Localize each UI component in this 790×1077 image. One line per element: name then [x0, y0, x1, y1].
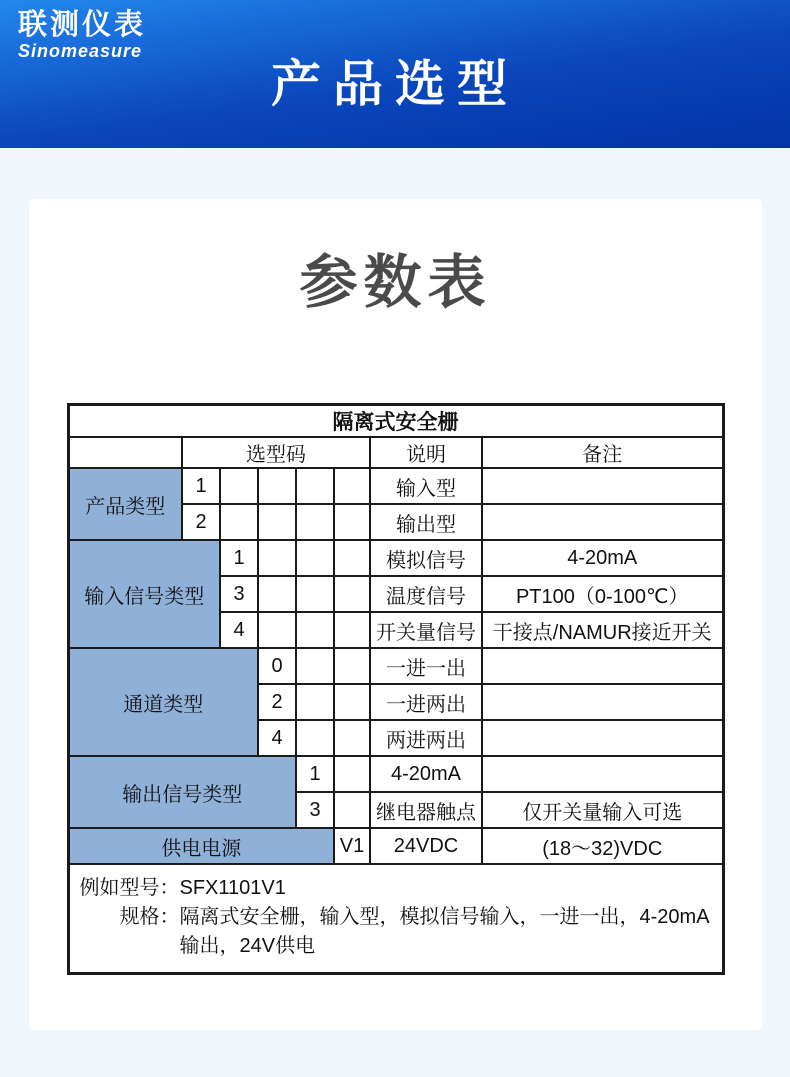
- category-cell-channel-type: 通道类型: [68, 648, 258, 756]
- empty-code-cell: [334, 756, 370, 792]
- table-header-row: [68, 437, 723, 468]
- brand-logo-english: Sinomeasure: [18, 41, 143, 62]
- empty-code-cell: [334, 648, 370, 684]
- example-row: [68, 864, 723, 974]
- table-row: [68, 648, 723, 684]
- empty-code-cell: [296, 720, 334, 756]
- empty-code-cell: [258, 612, 296, 648]
- empty-code-cell: [258, 576, 296, 612]
- col-header-desc: 说明: [370, 437, 482, 468]
- table-title-row: [68, 405, 723, 438]
- code-cell: 4: [258, 720, 296, 756]
- description-cell: 一进一出: [370, 648, 482, 684]
- category-cell-product-type: 产品类型: [68, 468, 182, 540]
- empty-code-cell: [220, 504, 258, 540]
- example-spec-line: [76, 903, 716, 961]
- description-cell: 继电器触点: [370, 792, 482, 828]
- page-title: 产品选型: [271, 56, 519, 112]
- section-title: 参数表: [299, 250, 492, 315]
- empty-code-cell: [296, 504, 334, 540]
- empty-code-cell: [334, 792, 370, 828]
- empty-code-cell: [258, 540, 296, 576]
- code-cell: 2: [258, 684, 296, 720]
- description-cell: 输入型: [370, 468, 482, 504]
- example-model-line: [76, 874, 716, 903]
- code-cell: V1: [334, 828, 370, 864]
- code-cell: 2: [182, 504, 220, 540]
- col-header-note: 备注: [482, 437, 723, 468]
- empty-code-cell: [296, 612, 334, 648]
- table-corner-cell: [68, 437, 182, 468]
- code-cell: 0: [258, 648, 296, 684]
- code-cell: 1: [182, 468, 220, 504]
- table-row: [68, 540, 723, 576]
- code-cell: 3: [220, 576, 258, 612]
- description-cell: 温度信号: [370, 576, 482, 612]
- description-cell: 24VDC: [370, 828, 482, 864]
- empty-code-cell: [258, 468, 296, 504]
- description-cell: 开关量信号: [370, 612, 482, 648]
- note-cell: [482, 756, 723, 792]
- example-spec-value: 隔离式安全栅，输入型，模拟信号输入，一进一出，4-20mA输出，24V供电: [179, 906, 710, 957]
- header-banner: [0, 0, 790, 148]
- empty-code-cell: [220, 468, 258, 504]
- category-cell-output-signal-type: 输出信号类型: [68, 756, 296, 828]
- empty-code-cell: [334, 720, 370, 756]
- brand-logo-chinese: 联测仪表: [18, 9, 147, 41]
- selection-table: [67, 403, 725, 975]
- empty-code-cell: [334, 504, 370, 540]
- description-cell: 4-20mA: [370, 756, 482, 792]
- note-cell: (18～32)VDC: [482, 828, 723, 864]
- note-cell: [482, 468, 723, 504]
- table-title: 隔离式安全栅: [68, 405, 723, 438]
- empty-code-cell: [334, 540, 370, 576]
- note-cell: [482, 648, 723, 684]
- content-card: [29, 199, 762, 1030]
- note-cell: [482, 504, 723, 540]
- table-row: [68, 468, 723, 504]
- empty-code-cell: [334, 612, 370, 648]
- empty-code-cell: [296, 576, 334, 612]
- empty-code-cell: [296, 468, 334, 504]
- code-cell: 1: [220, 540, 258, 576]
- empty-code-cell: [334, 468, 370, 504]
- category-cell-input-signal-type: 输入信号类型: [68, 540, 220, 648]
- description-cell: 模拟信号: [370, 540, 482, 576]
- note-cell: [482, 720, 723, 756]
- category-cell-power-supply: 供电电源: [68, 828, 334, 864]
- empty-code-cell: [296, 648, 334, 684]
- example-cell: [68, 864, 723, 974]
- empty-code-cell: [258, 504, 296, 540]
- empty-code-cell: [296, 540, 334, 576]
- empty-code-cell: [296, 684, 334, 720]
- col-header-code: 选型码: [182, 437, 370, 468]
- note-cell: 仅开关量输入可选: [482, 792, 723, 828]
- note-cell: [482, 684, 723, 720]
- example-spec-label: 规格：: [119, 906, 180, 928]
- table-row: [68, 828, 723, 864]
- code-cell: 3: [296, 792, 334, 828]
- description-cell: 两进两出: [370, 720, 482, 756]
- empty-code-cell: [334, 684, 370, 720]
- code-cell: 1: [296, 756, 334, 792]
- note-cell: 干接点/NAMUR接近开关: [482, 612, 723, 648]
- table-row: [68, 756, 723, 792]
- note-cell: 4-20mA: [482, 540, 723, 576]
- example-model-label: 例如型号：: [79, 877, 180, 899]
- example-model-value: SFX1101V1: [179, 877, 286, 899]
- description-cell: 一进两出: [370, 684, 482, 720]
- note-cell: PT100（0-100℃）: [482, 576, 723, 612]
- code-cell: 4: [220, 612, 258, 648]
- description-cell: 输出型: [370, 504, 482, 540]
- empty-code-cell: [334, 576, 370, 612]
